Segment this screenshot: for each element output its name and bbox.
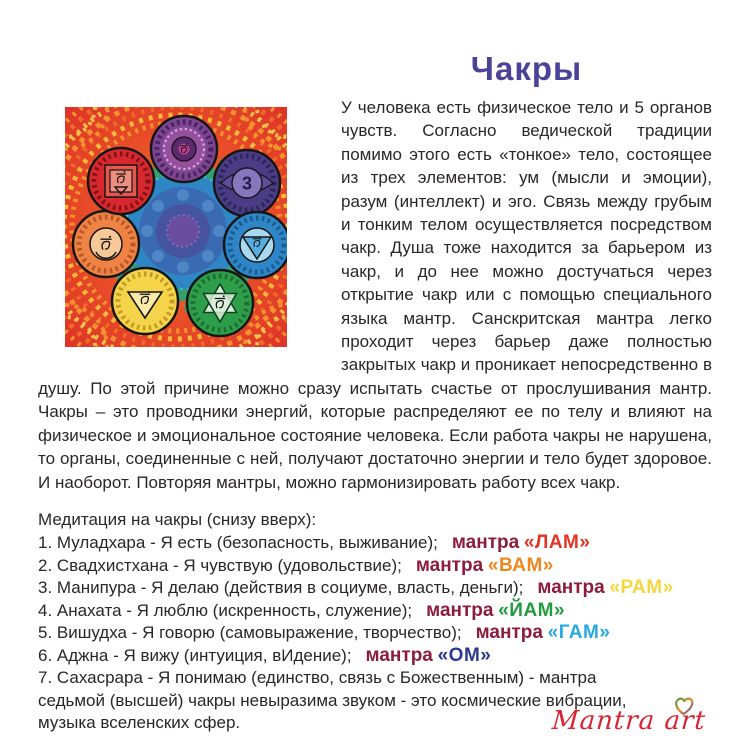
mantra-word: мантра (365, 644, 433, 666)
mantra-word: мантра (426, 599, 494, 621)
mantra-group (416, 556, 554, 575)
list-item-svadhisthana (38, 555, 712, 578)
chakra-muladhara-root (88, 148, 154, 214)
list-item-anahata (38, 600, 712, 623)
list-item-text: 1. Муладхара - Я есть (безопасность, выживание); (38, 533, 438, 553)
mantra-name-om: «ОМ» (437, 644, 492, 666)
chakra-ajna-third-eye (214, 150, 280, 216)
list-item-muladhara (38, 532, 712, 555)
svg-text:3: 3 (241, 173, 253, 194)
mantra-group (476, 623, 611, 642)
list-item-ajna (38, 645, 712, 668)
mantra-name-vam: «ВАМ» (487, 554, 554, 576)
mantra-group (426, 601, 565, 620)
meditation-list (38, 509, 712, 735)
chakra-sahasrara-crown (151, 116, 217, 182)
mantra-word: мантра (415, 554, 484, 576)
mantra-name-yam: «ЙАМ» (498, 599, 566, 621)
mantra-word: мантра (537, 577, 605, 599)
chakra-manipura-solar-plexus (112, 268, 178, 334)
mantra-name-ram: «РАМ» (609, 577, 674, 599)
heart-icon (672, 693, 696, 723)
list-item-text: 3. Манипура - Я делаю (действия в социуме, власть, деньги); (38, 578, 524, 598)
list-item-manipura (38, 577, 712, 600)
mantra-word: мантра (451, 532, 520, 554)
chakra-mandala-image (65, 107, 287, 347)
brand-logo-text: Mantra art (551, 706, 708, 736)
mantra-group (537, 578, 673, 597)
list-item-text: 2. Свадхистхана - Я чувствую (удовольствие); (38, 555, 402, 575)
page-title: Чакры (470, 50, 583, 87)
chakra-mandala-svg (65, 107, 287, 347)
list-item-text: 5. Вишудха - Я говорю (самовыражение, творчество); (38, 623, 462, 643)
list-item-text: 6. Аджна - Я вижу (интуиция, вИдение); (38, 645, 352, 665)
content-area (0, 50, 750, 735)
list-item-sahasrara: 7. Сахасрара - Я понимаю (единство, связь с Божественным) - мантра седьмой (высшей) чакры невыразима звуком - это космические вибрации, музыка вселенских сфер. (38, 668, 627, 733)
brand-logo (551, 706, 707, 736)
mantra-word: мантра (475, 622, 543, 644)
list-item-vishuddha (38, 622, 712, 645)
chakra-vishuddha-throat (224, 212, 287, 278)
intro-paragraph: У человека есть физическое тело и 5 органов чувств. Согласно ведической традиции помимо этого есть «тонкое» тело, состоящее из трех элементов: ум (мысли и эмоции), разум (интеллект) и эго. Связь между грубым и тонким телом осуществляется посредством чакр. Душа тоже находится за барьером из чакр, и до нее можно достучаться через открытие чакр или с помощью специального языка мантр. Санскритская мантра легко проходит через барьер даже полностью закрытых чакр и проникает непосредственно в душу. По этой причине можно сразу испытать счастье от прослушивания мантр. Чакры – это проводники энергий, которые распределяют ее по телу и влияют на физическое и эмоциональное состояние человека. Если работа чакры не нарушена, то органы, соединенные с ней, получают достаточно энергии и тело будет здоровое. И наоборот. Повторяя мантры, можно гармонизировать работу всех чакр. (38, 98, 712, 492)
chakra-anahata-heart (187, 270, 253, 336)
chakra-svadhisthana-sacral (73, 211, 139, 277)
meditation-list-heading: Медитация на чакры (снизу вверх): (38, 509, 317, 529)
mantra-group (452, 533, 591, 552)
list-item-text: 4. Анахата - Я люблю (искренность, служение); (38, 600, 413, 620)
mantra-group (366, 646, 492, 665)
mantra-name-gam: «ГАМ» (547, 622, 611, 644)
mantra-name-lam: «ЛАМ» (523, 532, 591, 554)
